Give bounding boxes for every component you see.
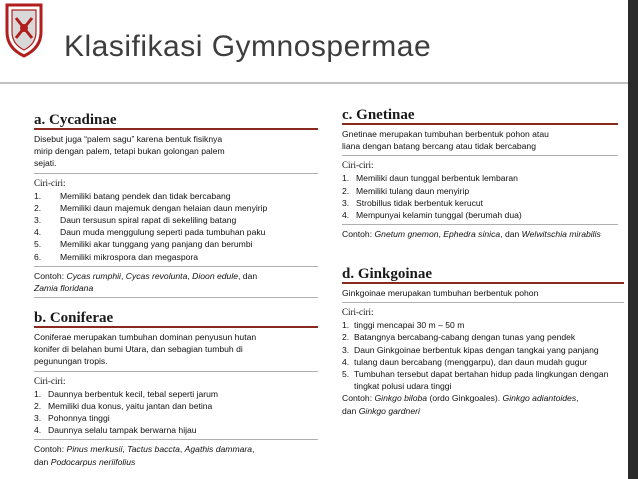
description-line: konifer di belahan bumi Utara, dan sebagian tumbuh di (34, 344, 243, 355)
divider (34, 297, 318, 298)
description-line: Coniferae merupakan tumbuhan dominan penyusun hutan (34, 332, 257, 342)
gnetinae-list (342, 172, 618, 221)
page-title: Klasifikasi Gymnospermae (64, 30, 432, 63)
divider (342, 224, 618, 225)
ginkgoinae-box (342, 282, 624, 417)
list-item: 1. Memiliki daun tunggal berbentuk lembaran (342, 173, 518, 184)
ginkgoinae-description (342, 287, 624, 299)
ciri-label: Ciri-ciri: (34, 177, 66, 188)
list-item: 2. Memiliki daun majemuk dengan helaian daun menyirip (34, 202, 268, 213)
divider (34, 371, 318, 372)
coniferae-description (34, 331, 318, 368)
list-item: 5. Memiliki akar tunggang yang panjang dan berumbi (34, 239, 253, 250)
ciri-label: Ciri-ciri: (34, 375, 66, 386)
coniferae-box (34, 326, 318, 468)
section-heading-cycadinae: a. Cycadinae (34, 112, 117, 128)
section-rule (342, 282, 624, 284)
cycadinae-description (34, 133, 318, 170)
divider (342, 302, 624, 303)
description-line: sejati. (34, 158, 57, 169)
list-item: 2. Memiliki dua konus, yaitu jantan dan betina (34, 400, 213, 411)
list-item: 3. Strobillus tidak berbentuk kerucut (342, 197, 484, 208)
description-line: Disebut juga “palem sagu” karena bentuk fisiknya (34, 134, 223, 144)
description-line: Ginkgoinae merupakan tumbuhan berbentuk pohon (342, 288, 539, 298)
divider (34, 439, 318, 440)
section-heading-gnetinae: c. Gnetinae (342, 107, 415, 123)
ciri-label: Ciri-ciri: (342, 307, 374, 318)
section-rule (34, 326, 318, 328)
gnetinae-box (342, 123, 618, 240)
list-item: 6. Memiliki mikrospora dan megaspora (34, 251, 199, 262)
list-item: 1. Memiliki batang pendek dan tidak bercabang (34, 190, 231, 201)
list-item: 1. Daunnya berbentuk kecil, tebal seperti jarum (34, 388, 219, 399)
university-logo-icon (4, 2, 44, 58)
list-item: 4. Mempunyai kelamin tunggal (berumah dua) (342, 210, 522, 221)
cycadinae-box (34, 128, 318, 298)
list-item: 3. Daun Ginkgoinae berbentuk kipas dengan tangkai yang panjang (342, 344, 599, 355)
divider (342, 155, 618, 156)
ginkgoinae-example: Contoh: Ginkgo biloba (ordo Ginkgoales). Ginkgo adiantoides, dan Ginkgo gardneri (342, 393, 579, 416)
list-item: 2. Memiliki tulang daun menyirip (342, 185, 470, 196)
coniferae-list (34, 388, 318, 437)
list-item: 1. tinggi mencapai 30 m – 50 m (342, 320, 465, 331)
title-divider (0, 82, 628, 84)
right-edge-bar (628, 0, 638, 479)
list-item: 4. Daun muda menggulung seperti pada tumbuhan paku (34, 227, 266, 238)
section-rule (342, 123, 618, 125)
divider (34, 173, 318, 174)
list-item: 3. Daun tersusun spiral rapat di sekeliling batang (34, 215, 237, 226)
list-item: 4. tulang daun bercabang (menggarpu), dan daun mudah gugur (342, 356, 588, 367)
section-heading-ginkgoinae: d. Ginkgoinae (342, 266, 433, 282)
description-line: Gnetinae merupakan tumbuhan berbentuk pohon atau (342, 129, 549, 139)
ciri-label: Ciri-ciri: (342, 160, 374, 171)
section-heading-coniferae: b. Coniferae (34, 310, 114, 326)
coniferae-example: Contoh: Pinus merkusii, Tactus baccta, Agathis dammara, dan Podocarpus neriifolius (34, 444, 255, 467)
section-rule (34, 128, 318, 130)
description-line: mirip dengan palem, tetapi bukan golongan palem (34, 146, 225, 157)
gnetinae-description (342, 128, 618, 152)
cycadinae-list (34, 190, 318, 263)
list-item: 5. Tumbuhan tersebut dapat bertahan hidup pada lingkungan dengan tingkat polusi udara tinggi (342, 369, 609, 392)
gnetinae-example: Contoh: Gnetum gnemon, Ephedra sinica, dan Welwitschia mirabilis (342, 229, 601, 240)
description-line: liana dengan batang bercang atau tidak bercabang (342, 141, 536, 152)
divider (34, 266, 318, 267)
cycadinae-example: Contoh: Cycas rumphii, Cycas revolunta, Dioon edule, dan Zamia floridana (34, 270, 258, 294)
ginkgoinae-list (342, 319, 624, 392)
list-item: 2. Batangnya bercabang-cabang dengan tunas yang pendek (342, 332, 576, 343)
description-line: pegunungan tropis. (34, 356, 108, 367)
list-item: 4. Daunnya selalu tampak berwarna hijau (34, 425, 197, 436)
list-item: 3. Pohonnya tinggi (34, 413, 110, 424)
